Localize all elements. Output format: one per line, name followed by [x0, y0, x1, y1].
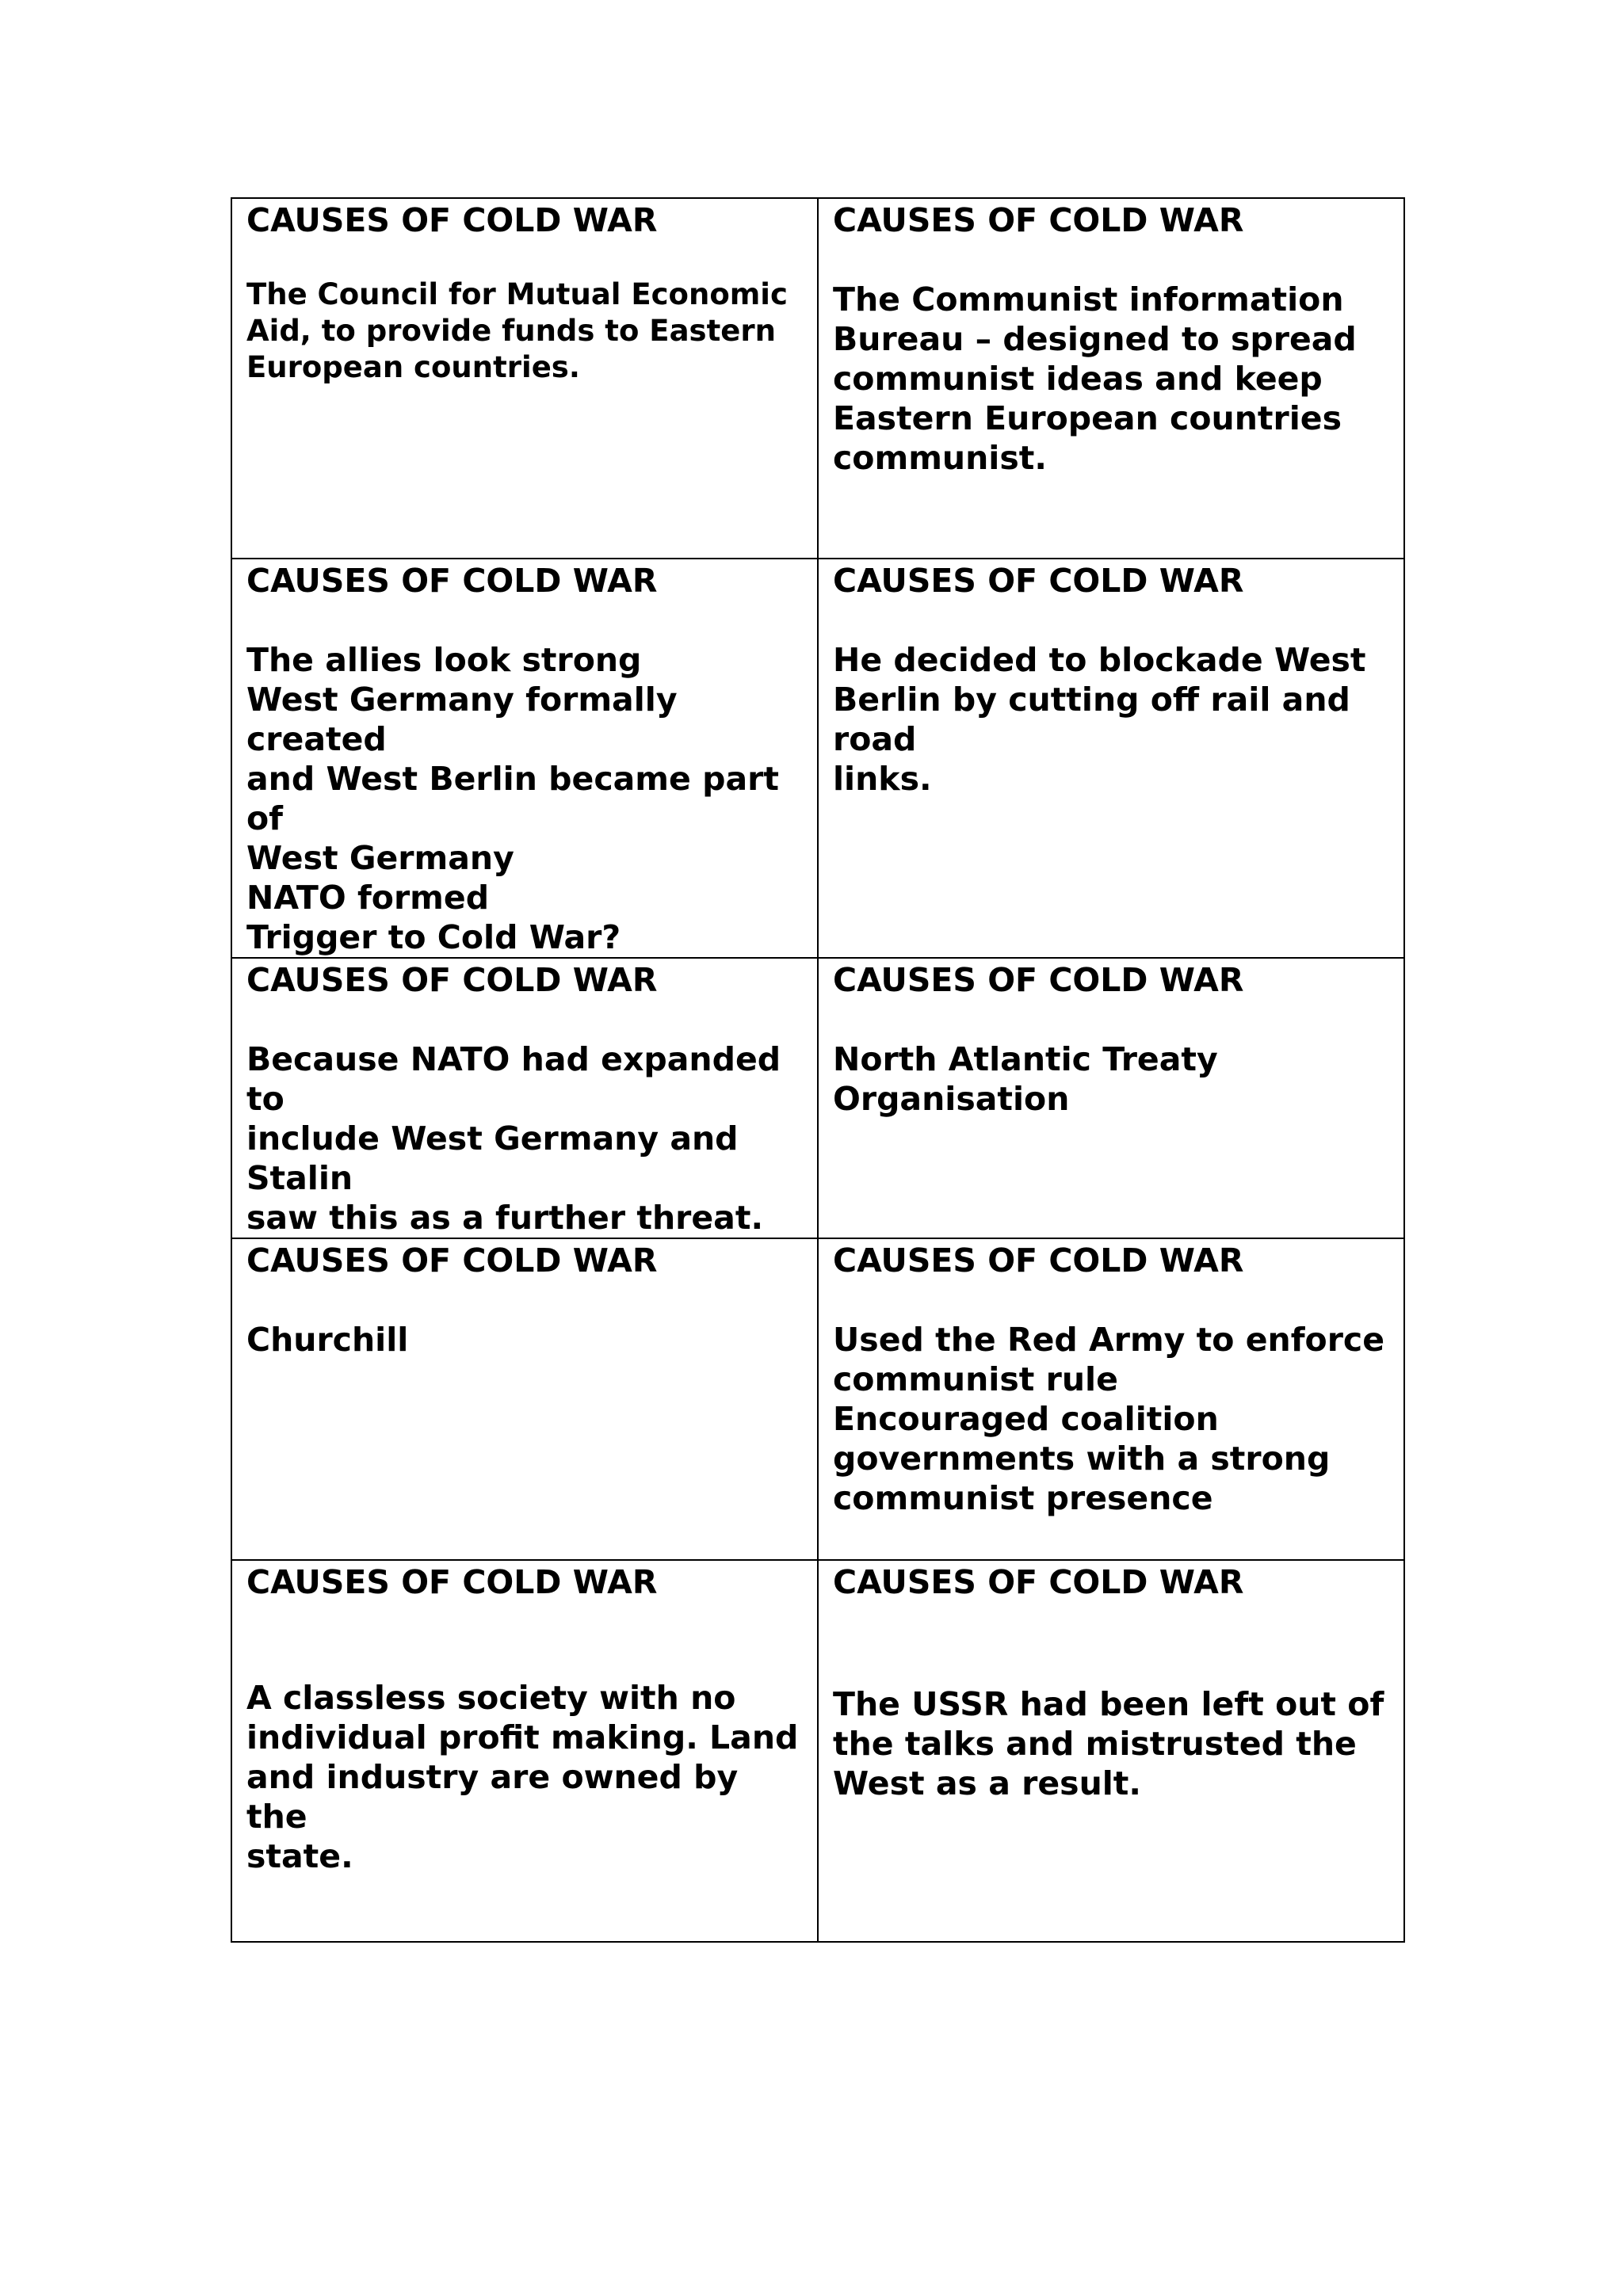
- card-text-line: The USSR had been left out of: [833, 1685, 1384, 1723]
- card-text-line: state.: [246, 1837, 353, 1875]
- table-row: [231, 958, 1404, 1238]
- card-text-line: the talks and mistrusted the: [833, 1725, 1357, 1763]
- card-text-line: governments with a strong: [833, 1440, 1331, 1478]
- card: [818, 198, 1404, 559]
- card-text-line: The Council for Mutual Economic: [246, 277, 788, 311]
- card-heading: CAUSES OF COLD WAR: [246, 1563, 658, 1601]
- card-text-line: Trigger to Cold War?: [246, 918, 621, 956]
- card-text-line: Bureau – designed to spread: [833, 320, 1357, 358]
- card-text-line: The allies look strong: [246, 641, 642, 679]
- card-text-line: Churchill: [246, 1321, 409, 1359]
- card-text-line: Used the Red Army to enforce: [833, 1321, 1385, 1359]
- card-text-line: North Atlantic Treaty: [833, 1040, 1218, 1078]
- table-row: [231, 198, 1404, 559]
- card: [231, 1560, 818, 1942]
- card-text-line: individual profit making. Land: [246, 1718, 799, 1756]
- card-text-line: include West Germany and Stalin: [246, 1119, 739, 1197]
- card-heading: CAUSES OF COLD WAR: [246, 562, 658, 600]
- card-text-line: and West Berlin became part of: [246, 760, 779, 837]
- card-text-line: European countries.: [246, 350, 580, 384]
- card: [818, 1560, 1404, 1942]
- card: [818, 559, 1404, 958]
- card-text-line: West Germany formally created: [246, 681, 678, 758]
- card-text-line: Eastern European countries: [833, 399, 1342, 437]
- card-text-line: Because NATO had expanded to: [246, 1040, 781, 1118]
- table-row: [231, 1238, 1404, 1560]
- card: [818, 958, 1404, 1238]
- card: [231, 198, 818, 559]
- card-heading: CAUSES OF COLD WAR: [246, 1241, 658, 1280]
- card-text-line: A classless society with no: [246, 1679, 736, 1717]
- card-text-line: The Communist information: [833, 280, 1344, 318]
- card-heading: CAUSES OF COLD WAR: [246, 201, 658, 239]
- card-text-line: communist.: [833, 439, 1047, 477]
- card-text-line: saw this as a further threat.: [246, 1199, 764, 1237]
- card-text-line: West Germany: [246, 839, 514, 877]
- card-text-line: and industry are owned by the: [246, 1758, 739, 1836]
- card-text-line: He decided to blockade West: [833, 641, 1366, 679]
- card-heading: CAUSES OF COLD WAR: [833, 1563, 1244, 1601]
- card-text-line: Encouraged coalition: [833, 1400, 1219, 1438]
- card-heading: CAUSES OF COLD WAR: [246, 961, 658, 999]
- card: [231, 958, 818, 1238]
- card-text-line: communist ideas and keep: [833, 360, 1323, 398]
- card-text-line: West as a result.: [833, 1764, 1141, 1802]
- card: [231, 559, 818, 958]
- card-heading: CAUSES OF COLD WAR: [833, 562, 1244, 600]
- card-heading: CAUSES OF COLD WAR: [833, 201, 1244, 239]
- card-text-line: Organisation: [833, 1080, 1070, 1118]
- card-text-line: communist presence: [833, 1479, 1213, 1517]
- card-text-line: Aid, to provide funds to Eastern: [246, 314, 776, 348]
- card: [818, 1238, 1404, 1560]
- card-text-line: communist rule: [833, 1360, 1118, 1398]
- card-text-line: links.: [833, 760, 932, 798]
- card-text-line: Berlin by cutting off rail and road: [833, 681, 1350, 758]
- cards-table: [231, 197, 1405, 1943]
- card-heading: CAUSES OF COLD WAR: [833, 961, 1244, 999]
- card-text-line: NATO formed: [246, 879, 490, 917]
- card-heading: CAUSES OF COLD WAR: [833, 1241, 1244, 1280]
- table-row: [231, 1560, 1404, 1942]
- table-row: [231, 559, 1404, 958]
- card: [231, 1238, 818, 1560]
